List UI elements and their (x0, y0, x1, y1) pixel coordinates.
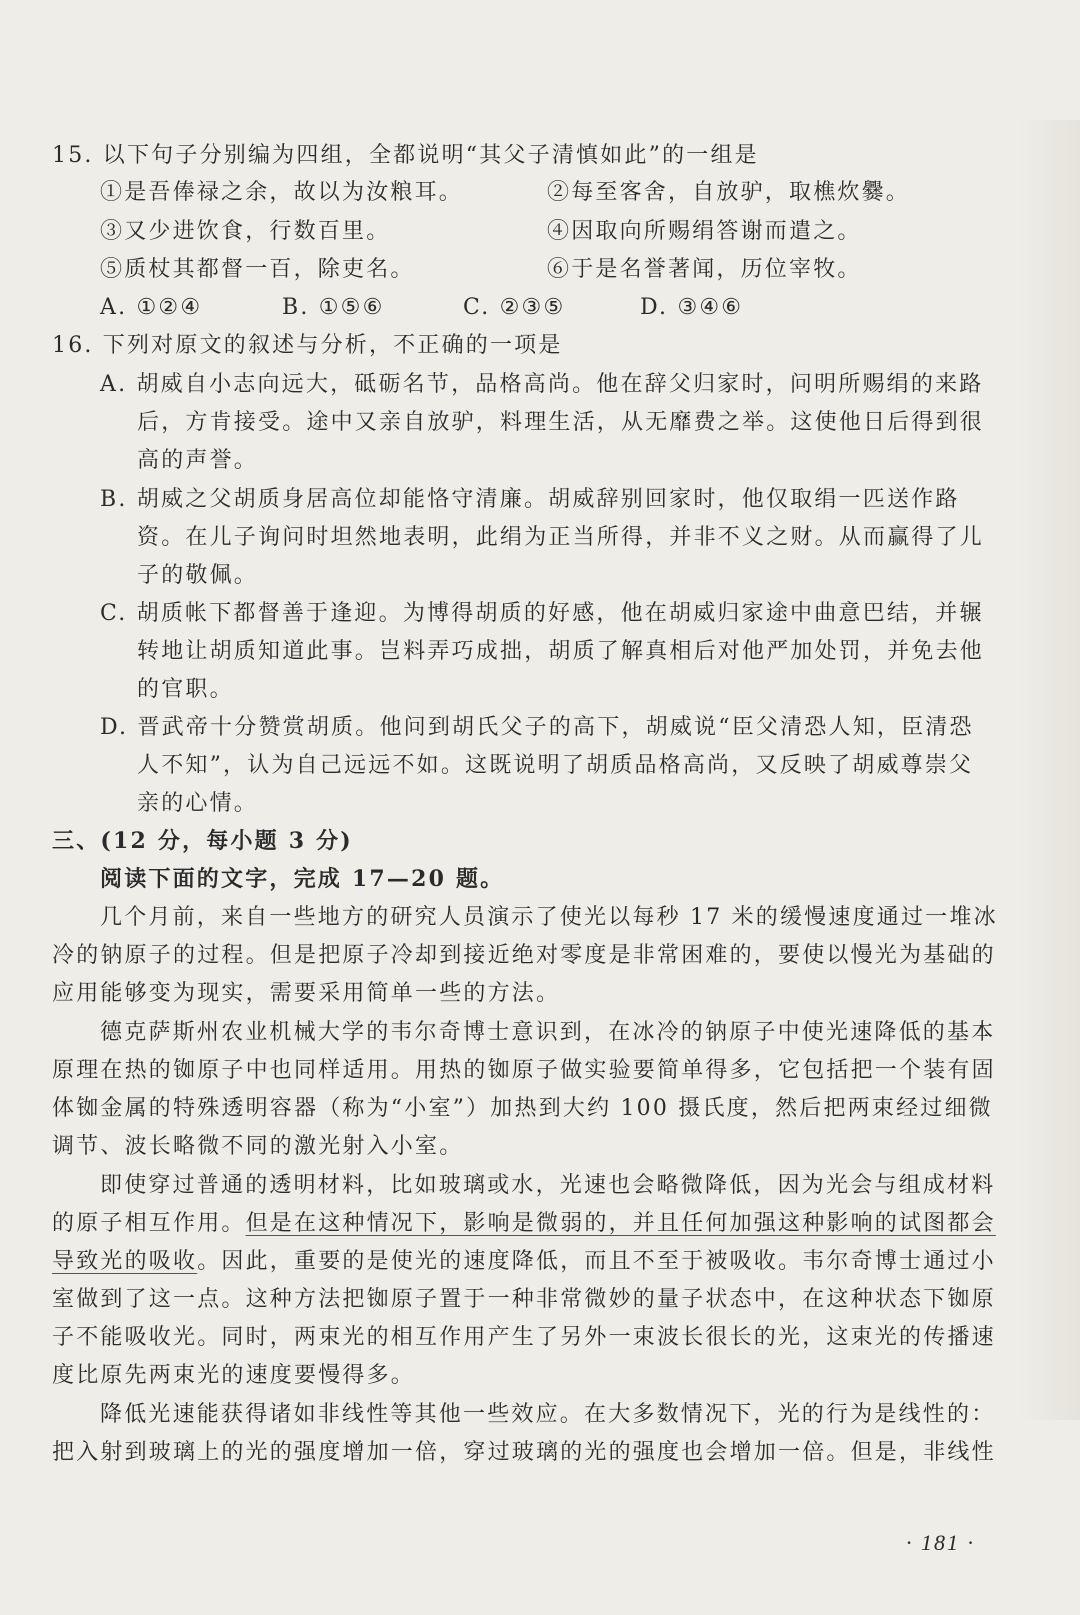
q15-sentence-5: ⑤质杖其都督一百，除吏名。 (100, 257, 415, 282)
passage-line: 应用能够变为现实，需要采用简单一些的方法。 (52, 981, 561, 1006)
q16-option-d-line: D. 晋武帝十分赞赏胡质。他问到胡氏父子的高下，胡威说“臣父清恐人知，臣清恐 (100, 715, 974, 740)
passage-line: 调节、波长略微不同的激光射入小室。 (52, 1134, 464, 1159)
passage-line: 即使穿过普通的透明材料，比如玻璃或水，光速也会略微降低，因为光会与组成材料 (100, 1173, 996, 1198)
q15-stem: 15. 以下句子分别编为四组，全都说明“其父子清慎如此”的一组是 (52, 143, 759, 168)
passage-line: 冷的钠原子的过程。但是把原子冷却到接近绝对零度是非常困难的，要使以慢光为基础的 (52, 943, 996, 968)
q16-option-d-line: 亲的心情。 (137, 791, 259, 816)
q16-option-c-line: C. 胡质帐下都督善于逢迎。为博得胡质的好感，他在胡威归家途中曲意巴结，并辗 (100, 601, 984, 626)
q15-option-a: A. ①②④ (100, 295, 203, 320)
q15-option-d: D. ③④⑥ (640, 295, 744, 320)
q16-option-b-line: 资。在儿子询问时坦然地表明，此绢为正当所得，并非不义之财。从而赢得了儿 (137, 525, 985, 550)
q16-option-b-line: 子的敬佩。 (137, 563, 259, 588)
page-edge-shadow (1020, 120, 1080, 1420)
passage-line: 体铷金属的特殊透明容器（称为“小室”）加热到大约 100 摄氏度，然后把两束经过细微 (52, 1096, 993, 1121)
passage-line: 降低光速能获得诸如非线性等其他一些效应。在大多数情况下，光的行为是线性的： (100, 1402, 996, 1427)
q16-stem: 16. 下列对原文的叙述与分析，不正确的一项是 (52, 333, 563, 358)
underlined-sentence: 但是在这种情况下，影响是微弱的，并且任何加强这种影响的试图都会 (245, 1211, 996, 1236)
passage-line: 德克萨斯州农业机械大学的韦尔奇博士意识到，在冰冷的钠原子中使光速降低的基本 (100, 1020, 996, 1045)
passage-line (52, 1247, 996, 1277)
q16-option-c-line: 转地让胡质知道此事。岂料弄巧成拙，胡质了解真相后对他严加处罚，并免去他 (137, 639, 985, 664)
passage-line: 室做到了这一点。这种方法把铷原子置于一种非常微妙的量子状态中，在这种状态下铷原 (52, 1287, 996, 1312)
q15-sentence-4: ④因取向所赐绢答谢而遣之。 (547, 219, 862, 244)
q15-sentence-3: ③又少进饮食，行数百里。 (100, 219, 391, 244)
q15-sentence-2: ②每至客舍，自放驴，取樵炊爨。 (547, 180, 911, 205)
passage-text: 。因此，重要的是使光的速度降低，而且不至于被吸收。韦尔奇博士通过小 (197, 1249, 996, 1274)
page-number: · 181 · (906, 1530, 975, 1555)
passage-line: 子不能吸收光。同时，两束光的相互作用产生了另外一束波长很长的光，这束光的传播速 (52, 1325, 996, 1350)
passage-text: 的原子相互作用。 (52, 1211, 246, 1236)
q16-option-c-line: 的官职。 (137, 677, 234, 702)
passage-line: 把入射到玻璃上的光的强度增加一倍，穿过玻璃的光的强度也会增加一倍。但是，非线性 (52, 1440, 996, 1465)
q15-option-c: C. ②③⑤ (463, 295, 566, 320)
q16-option-b-line: B. 胡威之父胡质身居高位却能恪守清廉。胡威辞别回家时，他仅取绢一匹送作路 (100, 487, 960, 512)
passage-line: 度比原先两束光的速度要慢得多。 (52, 1363, 416, 1388)
q15-option-b: B. ①⑤⑥ (282, 295, 385, 320)
section-heading: 三、(12 分，每小题 3 分) (52, 828, 353, 854)
q15-sentence-1: ①是吾俸禄之余，故以为汝粮耳。 (100, 180, 464, 205)
passage-line (52, 1209, 996, 1239)
q15-sentence-6: ⑥于是名誉著闻，历位宰牧。 (547, 257, 862, 282)
underlined-sentence: 导致光的吸收 (52, 1249, 198, 1274)
passage-line: 几个月前，来自一些地方的研究人员演示了使光以每秒 17 米的缓慢速度通过一堆冰 (100, 905, 998, 930)
q16-option-a-line: 高的声誉。 (137, 448, 259, 473)
q16-option-d-line: 人不知”，认为自己远远不如。这既说明了胡质品格高尚，又反映了胡威尊崇父 (137, 753, 974, 778)
passage-line: 原理在热的铷原子中也同样适用。用热的铷原子做实验要简单得多，它包括把一个装有固 (52, 1058, 996, 1083)
section-instruction: 阅读下面的文字，完成 17—20 题。 (100, 866, 505, 892)
q16-option-a-line: A. 胡威自小志向远大，砥砺名节，品格高尚。他在辞父归家时，问明所赐绢的来路 (100, 372, 984, 397)
q16-option-a-line: 后，方肯接受。途中又亲自放驴，料理生活，从无靡费之举。这使他日后得到很 (137, 410, 985, 435)
